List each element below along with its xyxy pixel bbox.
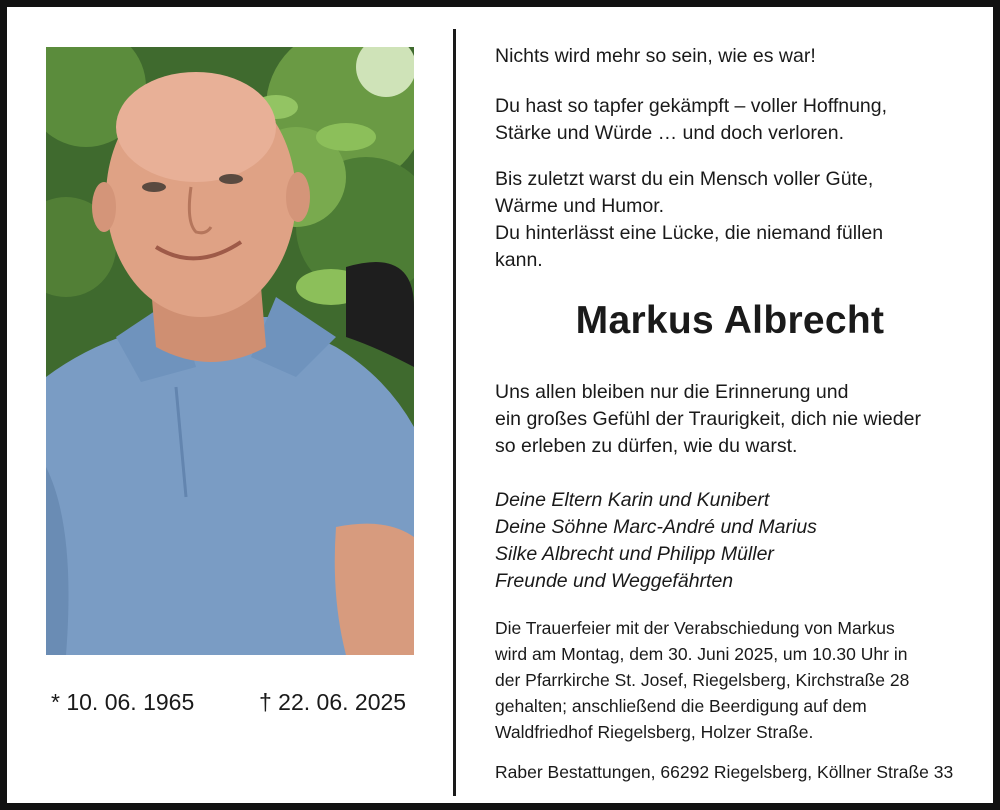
verse-2 <box>495 166 883 274</box>
intro-line: Nichts wird mehr so sein, wie es war! <box>495 45 816 67</box>
birth-date: * 10. 06. 1965 <box>51 689 195 715</box>
mourner-line: Silke Albrecht und Philipp Müller <box>495 543 774 565</box>
deceased-name: Markus Albrecht <box>575 299 885 342</box>
verse-2-line: Bis zuletzt warst du ein Mensch voller Güte, <box>495 168 874 190</box>
death-date: † 22. 06. 2025 <box>259 689 407 715</box>
verse-2-line: Wärme und Humor. <box>495 195 665 217</box>
verse-2-line: Du hinterlässt eine Lücke, die niemand füllen <box>495 222 884 244</box>
service-line: der Pfarrkirche St. Josef, Riegelsberg, Kirchstraße 28 <box>495 670 910 690</box>
memory-line: ein großes Gefühl der Traurigkeit, dich nie wieder <box>495 408 921 430</box>
life-dates <box>51 689 411 719</box>
funeral-service-info <box>495 615 909 745</box>
portrait-photo <box>46 47 414 655</box>
memory-line: Uns allen bleiben nur die Erinnerung und <box>495 381 849 403</box>
mourner-line: Deine Eltern Karin und Kunibert <box>495 489 770 511</box>
memory-line: so erleben zu dürfen, wie du warst. <box>495 435 798 457</box>
vertical-divider <box>453 29 456 796</box>
mourners-list <box>495 487 817 595</box>
undertaker-info: Raber Bestattungen, 66292 Riegelsberg, Köllner Straße 33 <box>495 762 954 782</box>
mourner-line: Deine Söhne Marc-André und Marius <box>495 516 817 538</box>
service-line: wird am Montag, dem 30. Juni 2025, um 10.30 Uhr in <box>495 644 908 664</box>
verse-2-line: kann. <box>495 249 543 271</box>
verse-1-line: Stärke und Würde … und doch verloren. <box>495 122 845 144</box>
verse-1-line: Du hast so tapfer gekämpft – voller Hoffnung, <box>495 95 888 117</box>
service-line: gehalten; anschließend die Beerdigung auf dem <box>495 696 867 716</box>
memory-paragraph <box>495 379 921 460</box>
mourner-line: Freunde und Weggefährten <box>495 570 734 592</box>
verse-1 <box>495 93 887 147</box>
service-line: Die Trauerfeier mit der Verabschiedung von Markus <box>495 618 895 638</box>
service-line: Waldfriedhof Riegelsberg, Holzer Straße. <box>495 722 814 742</box>
